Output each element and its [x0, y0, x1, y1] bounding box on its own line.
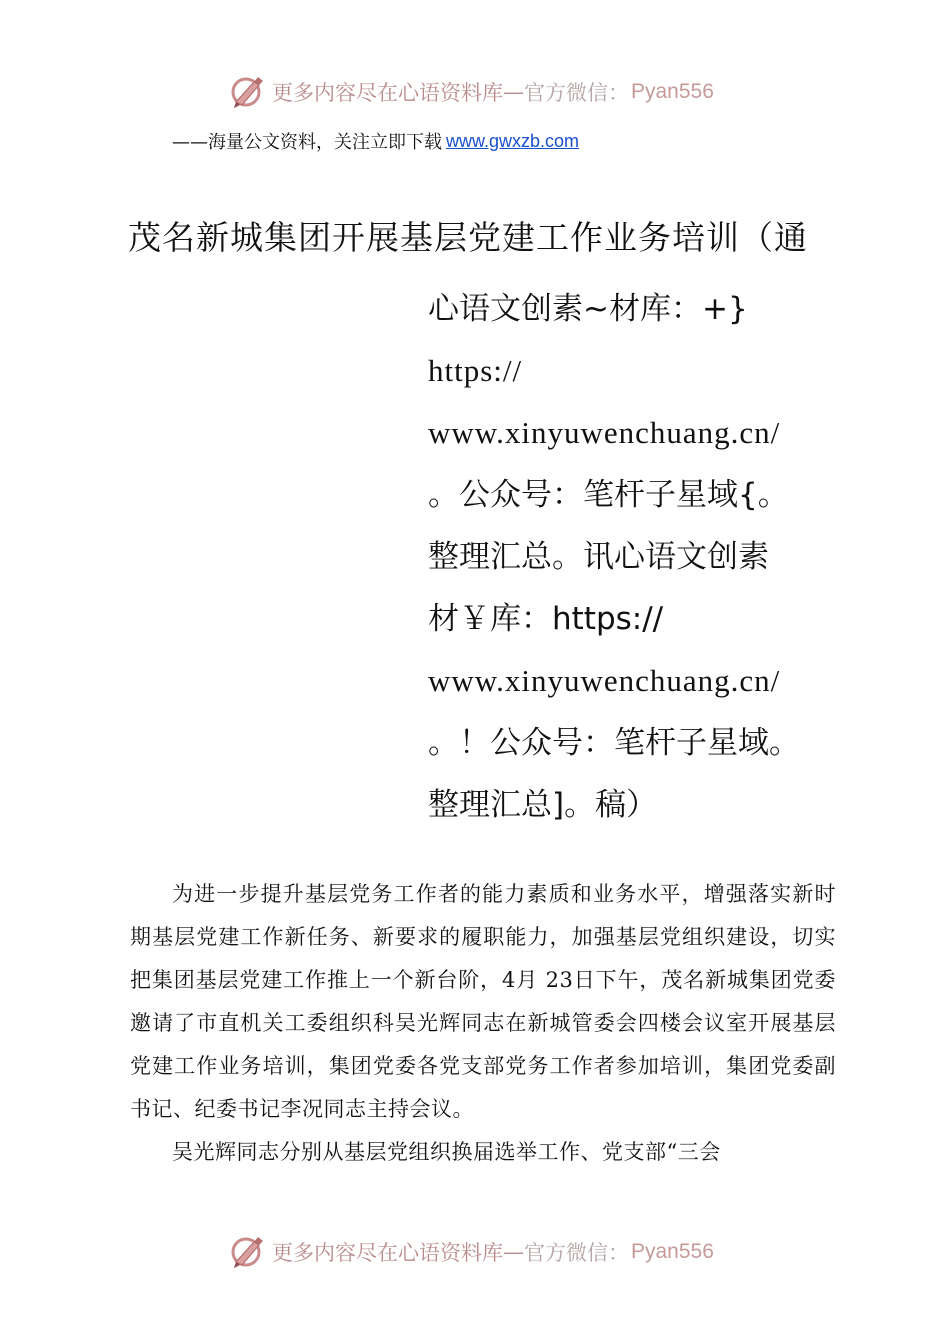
banner-separator: —	[503, 80, 524, 104]
title-line: 材￥库：https://	[428, 601, 664, 637]
document-title: 茂名新城集团开展基层党建工作业务培训（通	[128, 218, 808, 257]
download-notice-text: ——海量公文资料，关注立即下载	[172, 132, 442, 153]
footer-banner	[228, 1232, 748, 1272]
title-line: https://	[428, 353, 523, 388]
banner-official-label: 官方微信：	[524, 81, 629, 105]
gwxzb-link[interactable]: www.gwxzb.com	[446, 130, 580, 151]
title-line: www.xinyuwenchuang.cn/	[428, 415, 781, 450]
body-paragraph: 吴光辉同志分别从基层党组织换届选举工作、党支部“三会	[172, 1140, 721, 1164]
banner-separator: —	[503, 1240, 524, 1264]
title-continuation	[428, 278, 858, 836]
banner-main-text: 更多内容尽在心语资料库	[272, 1241, 503, 1265]
pen-logo-icon	[228, 72, 268, 112]
download-notice	[172, 126, 579, 156]
header-banner	[228, 72, 748, 112]
title-line: 。公众号：笔杆子星域{。	[428, 477, 789, 513]
title-line: 心语文创素~材库：+}	[428, 291, 748, 327]
banner-wechat-id: Pyan556	[631, 1240, 714, 1263]
body-paragraph: 为进一步提升基层党务工作者的能力素质和业务水平，增强落实新时期基层党建工作新任务、新要求的履职能力，加强基层党组织建设，切实把集团基层党建工作推上一个新台阶，4月 23日下午，茂名新城集团党委邀请了市直机关工委组织科吴光辉同志在新城管委会四楼会议室开展基层党建工作业务培训，集团党委各党支部党务工作者参加培训，集团党委副书记、纪委书记李况同志主持会议。	[130, 882, 836, 1121]
banner-official-label: 官方微信：	[524, 1241, 629, 1265]
banner-wechat-id: Pyan556	[631, 80, 714, 103]
pen-logo-icon	[228, 1232, 268, 1272]
banner-main-text: 更多内容尽在心语资料库	[272, 81, 503, 105]
title-line: 整理汇总。讯心语文创素	[428, 539, 769, 575]
document-body	[130, 873, 836, 1174]
title-line: 整理汇总]。稿）	[428, 787, 658, 823]
title-line: 。！公众号：笔杆子星域。	[428, 725, 800, 761]
title-line: www.xinyuwenchuang.cn/	[428, 663, 781, 698]
